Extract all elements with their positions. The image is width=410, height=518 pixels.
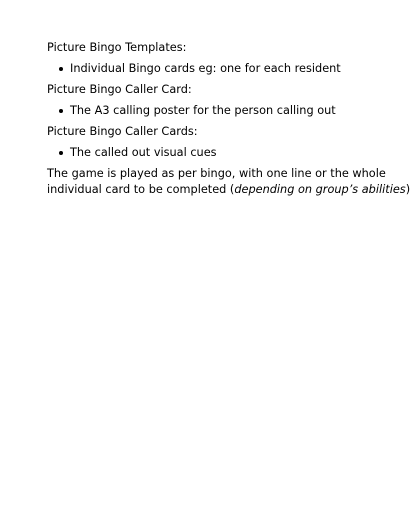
closing-italic-note: depending on group’s abilities: [234, 183, 406, 196]
list-item: [47, 61, 377, 77]
bullet-icon: [59, 109, 63, 113]
list-item-text: The A3 calling poster for the person calling out: [70, 104, 336, 117]
section-heading-templates: Picture Bingo Templates:: [47, 41, 187, 54]
section-heading-caller-cards: Picture Bingo Caller Cards:: [47, 125, 198, 138]
list-item-text: The called out visual cues: [70, 146, 217, 159]
bullet-icon: [59, 67, 63, 71]
bullet-list-caller-card: [47, 103, 377, 119]
document-page: [47, 40, 410, 198]
bullet-icon: [59, 151, 63, 155]
bullet-list-templates: [47, 61, 377, 77]
closing-line-1: The game is played as per bingo, with one line or the whole: [47, 167, 386, 180]
closing-line-2-text: individual card to be completed (: [47, 183, 235, 196]
list-item: [47, 145, 377, 161]
bullet-list-caller-cards: [47, 145, 377, 161]
closing-line-2: [47, 182, 410, 198]
section-heading-caller-card: Picture Bingo Caller Card:: [47, 83, 192, 96]
list-item: [47, 103, 377, 119]
closing-paragraph: [47, 166, 410, 198]
list-item-text: Individual Bingo cards eg: one for each resident: [70, 62, 341, 75]
closing-line-2-end: ): [405, 183, 410, 196]
